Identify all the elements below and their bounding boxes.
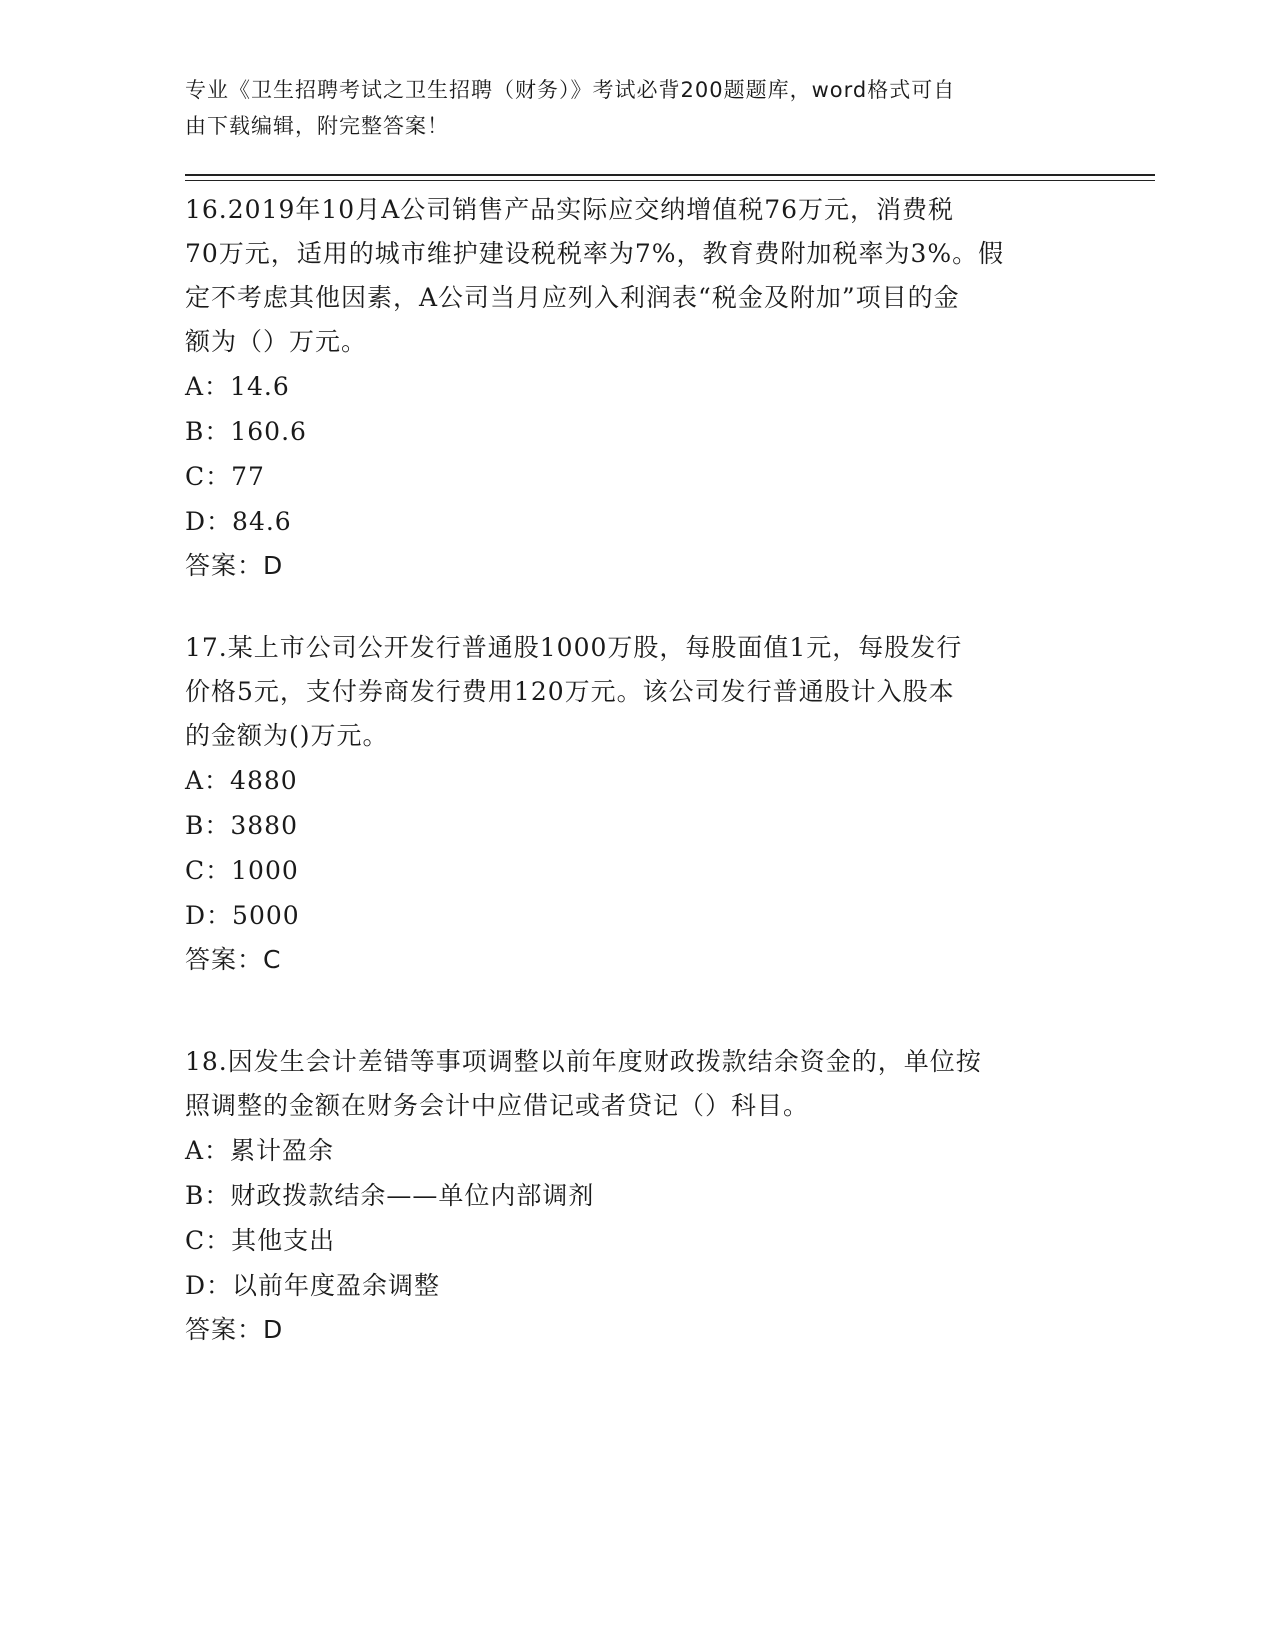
stem-line: 照调整的金额在财务会计中应借记或者贷记（）科目。 xyxy=(185,1091,810,1120)
header-line-2: 由下载编辑，附完整答案！ xyxy=(185,114,449,138)
option-a: A：累计盈余 xyxy=(185,1136,335,1165)
question-stem xyxy=(185,626,1085,758)
answer: 答案：C xyxy=(185,945,282,974)
header-divider xyxy=(185,174,1155,176)
stem-line: 18.因发生会计差错等事项调整以前年度财政拨款结余资金的，单位按 xyxy=(185,1047,982,1076)
option-c: C：1000 xyxy=(185,856,299,885)
option-d: D：5000 xyxy=(185,901,300,930)
option-b: B：3880 xyxy=(185,811,298,840)
question-stem xyxy=(185,188,1085,364)
header-line-1: 专业《卫生招聘考试之卫生招聘（财务）》考试必背200题题库，word格式可自 xyxy=(185,78,956,102)
stem-line: 的金额为()万元。 xyxy=(185,721,389,750)
header-divider-thin xyxy=(185,180,1155,181)
question-18 xyxy=(185,1040,1085,1352)
option-d: D：以前年度盈余调整 xyxy=(185,1271,441,1300)
option-c: C：77 xyxy=(185,462,265,491)
option-b: B：财政拨款结余——单位内部调剂 xyxy=(185,1181,595,1210)
stem-line: 16.2019年10月A公司销售产品实际应交纳增值税76万元，消费税 xyxy=(185,195,955,224)
stem-line: 定不考虑其他因素，A公司当月应列入利润表“税金及附加”项目的金 xyxy=(185,283,960,312)
question-stem xyxy=(185,1040,1085,1128)
stem-line: 17.某上市公司公开发行普通股1000万股，每股面值1元，每股发行 xyxy=(185,633,963,662)
stem-line: 额为（）万元。 xyxy=(185,327,368,356)
answer: 答案：D xyxy=(185,1315,284,1344)
stem-line: 70万元，适用的城市维护建设税税率为7%，教育费附加税率为3%。假 xyxy=(185,239,1005,268)
option-a: A：4880 xyxy=(185,766,298,795)
option-d: D：84.6 xyxy=(185,507,292,536)
question-16 xyxy=(185,188,1085,588)
option-b: B：160.6 xyxy=(185,417,307,446)
option-c: C：其他支出 xyxy=(185,1226,336,1255)
document-header xyxy=(185,72,1065,144)
answer: 答案：D xyxy=(185,551,284,580)
option-a: A：14.6 xyxy=(185,372,290,401)
stem-line: 价格5元，支付券商发行费用120万元。该公司发行普通股计入股本 xyxy=(185,677,955,706)
question-17 xyxy=(185,626,1085,982)
